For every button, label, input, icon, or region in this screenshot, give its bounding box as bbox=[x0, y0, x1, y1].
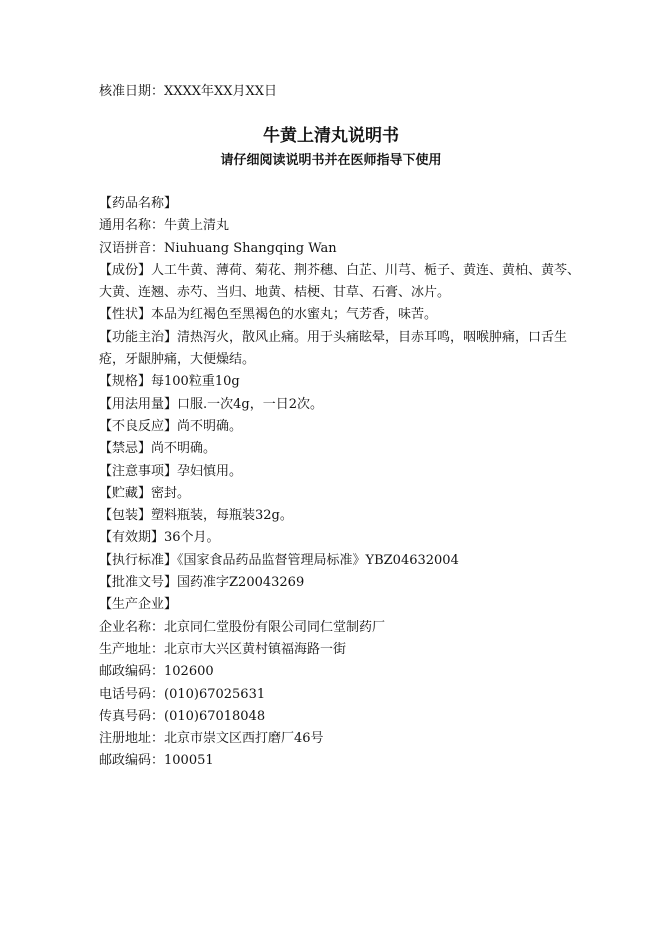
dosage-section bbox=[99, 394, 589, 416]
packaging-label: 【包装】 bbox=[99, 508, 152, 524]
registered-address: 注册地址：北京市崇文区西打磨厂46号 bbox=[99, 731, 324, 747]
packaging-section bbox=[99, 505, 589, 527]
postal-code-registered: 邮政编码：100051 bbox=[99, 753, 214, 769]
phone-number: 电话号码：(010)67025631 bbox=[99, 686, 266, 702]
contraindications-section bbox=[99, 438, 589, 460]
document-subtitle: 请仔细阅读说明书并在医师指导下使用 bbox=[220, 153, 442, 168]
adverse-reactions-value: 尚不明确。 bbox=[177, 418, 243, 434]
specification-value: 每100粒重10g bbox=[151, 374, 240, 390]
dosage-label: 【用法用量】 bbox=[99, 396, 178, 412]
dosage-value: 口服.一次4g，一日2次。 bbox=[177, 396, 324, 412]
ingredients-section bbox=[99, 260, 589, 305]
standard-section bbox=[99, 550, 589, 572]
production-address: 生产地址：北京市大兴区黄村镇福海路一街 bbox=[99, 641, 347, 657]
storage-label: 【贮藏】 bbox=[99, 485, 152, 501]
approval-date: 核准日期：XXXX年XX月XX日 bbox=[99, 84, 278, 99]
validity-section bbox=[99, 527, 589, 549]
indications-label: 【功能主治】 bbox=[99, 329, 178, 345]
generic-name: 通用名称：牛黄上清丸 bbox=[99, 218, 230, 234]
indications-value: 清热泻火，散风止痛。用于头痛眩晕，目赤耳鸣，咽喉肿痛，口舌生疮，牙龈肿痛，大便燥结。 bbox=[99, 329, 568, 368]
precautions-section bbox=[99, 461, 589, 483]
drug-name-header: 【药品名称】 bbox=[99, 196, 178, 211]
indications-section bbox=[99, 327, 589, 372]
document-title: 牛黄上清丸说明书 bbox=[263, 126, 399, 146]
appearance-value: 本品为红褐色至黑褐色的水蜜丸；气芳香，味苦。 bbox=[151, 307, 438, 323]
ingredients-label: 【成份】 bbox=[99, 262, 152, 278]
storage-value: 密封。 bbox=[151, 485, 191, 501]
postal-code-production: 邮政编码：102600 bbox=[99, 664, 214, 680]
insert-content bbox=[99, 193, 589, 773]
approval-number-section bbox=[99, 572, 589, 594]
validity-value: 36个月。 bbox=[164, 530, 220, 546]
storage-section bbox=[99, 483, 589, 505]
adverse-reactions-section bbox=[99, 416, 589, 438]
standard-value: 《国家食品药品监督管理局标准》YBZ04632004 bbox=[177, 552, 459, 568]
precautions-label: 【注意事项】 bbox=[99, 463, 178, 479]
contraindications-value: 尚不明确。 bbox=[151, 441, 217, 457]
fax-number: 传真号码：(010)67018048 bbox=[99, 708, 266, 724]
specification-label: 【规格】 bbox=[99, 374, 152, 390]
contraindications-label: 【禁忌】 bbox=[99, 441, 152, 457]
precautions-value: 孕妇慎用。 bbox=[177, 463, 243, 479]
manufacturer-header: 【生产企业】 bbox=[99, 597, 178, 613]
specification-section bbox=[99, 371, 589, 393]
appearance-section bbox=[99, 304, 589, 326]
approval-number-value: 国药准字Z20043269 bbox=[177, 575, 305, 591]
pinyin-name: 汉语拼音：Niuhuang Shangqing Wan bbox=[99, 240, 337, 256]
approval-number-label: 【批准文号】 bbox=[99, 575, 178, 591]
packaging-value: 塑料瓶装，每瓶装32g。 bbox=[151, 508, 293, 524]
adverse-reactions-label: 【不良反应】 bbox=[99, 418, 178, 434]
standard-label: 【执行标准】 bbox=[99, 552, 178, 568]
validity-label: 【有效期】 bbox=[99, 530, 165, 546]
appearance-label: 【性状】 bbox=[99, 307, 152, 323]
company-name: 企业名称：北京同仁堂股份有限公司同仁堂制药厂 bbox=[99, 619, 386, 635]
ingredients-value: 人工牛黄、薄荷、菊花、荆芥穗、白芷、川芎、栀子、黄连、黄柏、黄芩、大黄、连翘、赤芍、当归、地黄、桔梗、甘草、石膏、冰片。 bbox=[99, 262, 581, 301]
